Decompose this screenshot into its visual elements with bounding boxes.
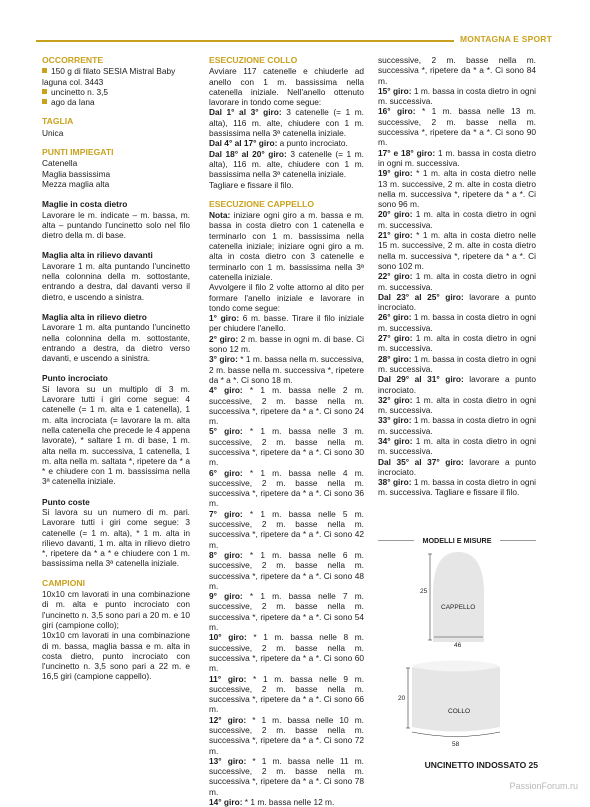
collar-height-label: 20	[398, 695, 406, 702]
section-title: MONTAGNA E SPORT	[454, 34, 552, 44]
round-step: Dal 29° al 31° giro: lavorare a punto incrociato.	[378, 374, 536, 395]
stitch-description: Lavorare 1 m. alta puntando l'uncinetto nella colonnina della m. sottostante, entrando a destra, da dietro verso davanti, e uscendo a sinistra.	[42, 322, 190, 364]
stitch-title: Punto coste	[42, 496, 90, 507]
material-item: 150 g di filato SESIA Mistral Baby laguna col. 3443	[42, 66, 176, 87]
column-materials	[42, 55, 190, 682]
round-step: 9° giro: * 1 m. bassa nelle 7 m. successive, 2 m. basse nella m. successiva *, ripetere da * a *. Ci sono 54 m.	[209, 591, 365, 633]
collar-width-label: 58	[452, 741, 460, 746]
round-step: 1° giro: 6 m. basse. Tirare il filo iniziale per chiudere l'anello.	[209, 313, 364, 334]
continued-text: successive, 2 m. basse nella m. successiva *, ripetere da * a *. Ci sono 84 m.	[378, 55, 536, 86]
round-step: Dal 23° al 25° giro: lavorare a punto incrociato.	[378, 291, 536, 313]
punti-heading: PUNTI IMPIEGATI	[42, 147, 114, 158]
round-step: 26° giro: 1 m. bassa in costa dietro in ogni m. successiva.	[378, 312, 536, 333]
round-step: 8° giro: * 1 m. bassa nelle 6 m. successive, 2 m. basse nella m. successiva *, ripetere da * a *. Ci sono 48 m.	[209, 549, 365, 591]
hat-height-label: 25	[420, 588, 428, 595]
nota-text: Nota: iniziare ogni giro a m. bassa e m. bassa in costa dietro con 1 catenella e terminarlo con 1 m. bassissima nella catenella iniziale; iniziare ogni giro a m. alta in costa dietro con 3 catenelle e terminarlo con 1 m. bassissima nella 3ª catenella iniziale.	[209, 210, 364, 282]
figure-title-rule	[500, 540, 536, 541]
stitch-title: Maglie in costa dietro	[42, 199, 128, 210]
round-step: 12° giro: * 1 m. bassa nelle 10 m. successive, 2 m. basse nella m. successiva *, ripetere da * a *. Ci sono 72 m.	[209, 714, 364, 756]
round-step: 21° giro: * 1 m. alta in costa dietro nelle 15 m. successive, 2 m. alte in costa dietro nella m. successiva *, ripetere da * a *. Ci sono 102 m.	[378, 230, 536, 271]
collo-step: Dal 1° al 3° giro: 3 catenelle (= 1 m. alta), 116 m. alte, chiudere con 1 m. bassissima nella 3ª catenella iniziale.	[209, 107, 364, 139]
stitch-description: Lavorare le m. indicate – m. bassa, m. alta – puntando l'uncinetto solo nel filo dietro della m. di base.	[42, 209, 190, 241]
round-step: 13° giro: * 1 m. bassa nelle 11 m. successive, 2 m. basse nella m. successiva *, ripetere da * a *. Ci sono 78 m.	[209, 755, 364, 797]
stitch-item: Mezza maglia alta	[42, 178, 110, 189]
collar-label: COLLO	[448, 708, 471, 715]
bullet-square-icon	[42, 99, 47, 104]
page-header	[0, 34, 590, 48]
gauge-text: 10x10 cm lavorati in una combinazione di m. bassa, maglia bassa e m. alta in costa dietro, punto incrociato con l'uncinetto n. 3,5 sono pari a 22 m. e 16,5 giri (campione cappello).	[42, 630, 190, 682]
stitch-title: Maglia alta in rilievo davanti	[42, 250, 153, 261]
column-instructions	[209, 55, 364, 807]
round-step: 19° giro: * 1 m. alta in costa dietro nelle 13 m. successive, 2 m. alte in costa dietro nella m. successiva *, ripetere da * a *. Ci sono 96 m.	[378, 168, 536, 210]
round-step: 16° giro: * 1 m. bassa nelle 13 m. successive, 2 m. basse nella m. successiva *, ripetere da * a *. Ci sono 90 m.	[378, 106, 536, 148]
collo-end: Tagliare e fissare il filo.	[209, 179, 294, 190]
round-step: 5° giro: * 1 m. bassa nelle 3 m. successive, 2 m. basse nella m. successiva *, ripetere da * a *. Ci sono 30 m.	[209, 426, 365, 468]
bullet-square-icon	[42, 89, 47, 94]
watermark: PassionForum.ru	[509, 781, 578, 791]
column-instructions-cont	[378, 55, 536, 498]
round-step: Dal 35° al 37° giro: lavorare a punto incrociato.	[378, 456, 536, 477]
round-step: 20° giro: 1 m. alta in costa dietro in ogni m. successiva.	[378, 209, 536, 230]
round-step: 28° giro: 1 m. bassa in costa dietro in ogni m. successiva.	[378, 353, 536, 374]
round-step: 14° giro: * 1 m. bassa nelle 12 m.	[209, 797, 335, 807]
collar-width-line	[412, 732, 500, 737]
round-step: 27° giro: 1 m. alta in costa dietro in ogni m. successiva.	[378, 333, 536, 354]
round-step: 32° giro: 1 m. alta in costa dietro in ogni m. successiva.	[378, 394, 536, 416]
round-step: 3° giro: * 1 m. bassa nella m. successiva, 2 m. basse nella m. successiva *, ripetere da * a *. Ci sono 18 m.	[209, 354, 364, 385]
stitch-description: Si lavora su un multiplo di 3 m. Lavorare tutti i giri come segue: 4 catenelle (= 1 m. alta e 1 catenella), 1 m. alta incrociata (= lavorare la m. alta nella catenella che precede le 4 appena lavorate), * saltare 1 m. di base, 1 m. alta nella m. successiva, 1 catenella, 1 m. alta nella m. saltata *, ripetere da * a * e chiudere con 1 m. bassissima nella 3ª catenella iniziale.	[42, 383, 190, 487]
round-step: 2° giro: 2 m. basse in ogni m. di base. Ci sono 12 m.	[209, 333, 364, 355]
round-step: 17° e 18° giro: 1 m. bassa in costa dietro in ogni m. successiva.	[378, 147, 536, 168]
stitch-title: Punto incrociato	[42, 373, 108, 384]
hat-shape	[433, 552, 484, 642]
round-step: 4° giro: * 1 m. bassa nelle 2 m. successive, 2 m. basse nella m. successiva *, ripetere da * a *. Ci sono 24 m.	[209, 385, 365, 427]
page-footer: UNCINETTO INDOSSATO 25	[424, 760, 538, 770]
hat-width-label: 46	[454, 642, 462, 649]
stitch-title: Maglia alta in rilievo dietro	[42, 311, 147, 322]
collo-intro: Avviare 117 catenelle e chiuderle ad anello con 1 m. bassissima nella catenella iniziale. Nell'anello ottenuto lavorare in tondo come segue:	[209, 66, 364, 108]
collo-heading: ESECUZIONE COLLO	[209, 55, 298, 65]
avvolgere-text: Avvolgere il filo 2 volte attorno al dito per formare l'anello iniziale e lavorare in tondo come segue:	[209, 282, 364, 313]
gauge-text: 10x10 cm lavorati in una combinazione di m. alta e punto incrociato con l'uncinetto n. 3,5 sono pari a 20 m. e 10 giri (campione collo);	[42, 589, 190, 630]
collo-step: Dal 18° al 20° giro: 3 catenelle (= 1 m. alta), 116 m. alte, chiudere con 1 m. bassissima nella 3ª catenella iniziale.	[209, 148, 364, 180]
collo-step: Dal 4° al 17° giro: a punto incrociato.	[209, 138, 348, 149]
material-item: ago da lana	[42, 97, 190, 107]
round-step: 34° giro: 1 m. alta in costa dietro in ogni m. successiva.	[378, 435, 536, 457]
stitch-item: Maglia bassissima	[42, 168, 111, 179]
stitch-description: Lavorare 1 m. alta puntando l'uncinetto nella colonnina della m. sottostante, entrando a destra, dal davanti verso il dietro, e uscendo a sinistra.	[42, 260, 190, 302]
cappello-heading: ESECUZIONE CAPPELLO	[209, 198, 315, 209]
stitch-description: Si lavora su un numero di m. pari. Lavorare tutti i giri come segue: 3 catenelle (= 1 m. alta), * 1 m. alta in rilievo davanti, 1 m. alta in rilievo dietro *, ripetere da * a * e chiudere con 1 m. bassissima nella 3ª catenella iniziale.	[42, 506, 190, 569]
bullet-square-icon	[42, 68, 47, 73]
round-list	[209, 313, 364, 807]
round-step: 10° giro: * 1 m. bassa nelle 8 m. successive, 2 m. basse nella m. successiva *, ripetere da * a *. Ci sono 60 m.	[209, 632, 364, 674]
campioni-heading: CAMPIONI	[42, 577, 85, 588]
taglia-heading: TAGLIA	[42, 116, 74, 127]
round-step: 33° giro: 1 m. bassa in costa dietro in ogni m. successiva.	[378, 415, 536, 436]
material-item: uncinetto n. 3,5	[42, 87, 190, 97]
round-step: 15° giro: 1 m. bassa in costa dietro in ogni m. successiva.	[378, 85, 536, 107]
header-rule	[36, 40, 472, 42]
stitch-item: Catenella	[42, 158, 78, 169]
figure-title: MODELLI E MISURE	[378, 536, 536, 545]
collar-shape	[412, 667, 500, 732]
round-step: 7° giro: * 1 m. bassa nelle 5 m. successive, 2 m. basse nella m. successiva *, ripetere da * a *. Ci sono 42 m.	[209, 508, 365, 550]
round-list	[378, 86, 536, 498]
round-step: 38° giro: 1 m. bassa in costa dietro in ogni m. successiva. Tagliare e fissare il filo.	[378, 477, 536, 498]
schematic-diagram	[378, 546, 536, 746]
hat-label: CAPPELLO	[441, 604, 476, 611]
taglia-value: Unica	[42, 127, 64, 138]
figure-title-rule	[378, 540, 414, 541]
occorrente-heading: OCCORRENTE	[42, 55, 104, 65]
round-step: 6° giro: * 1 m. bassa nelle 4 m. successive, 2 m. basse nella m. successiva *, ripetere da * a *. Ci sono 36 m.	[209, 467, 365, 509]
round-step: 22° giro: 1 m. alta in costa dietro in ogni m. successiva.	[378, 271, 536, 292]
round-step: 11° giro: * 1 m. bassa nelle 9 m. successive, 2 m. basse nella m. successiva *, ripetere da * a *. Ci sono 66 m.	[209, 673, 365, 715]
